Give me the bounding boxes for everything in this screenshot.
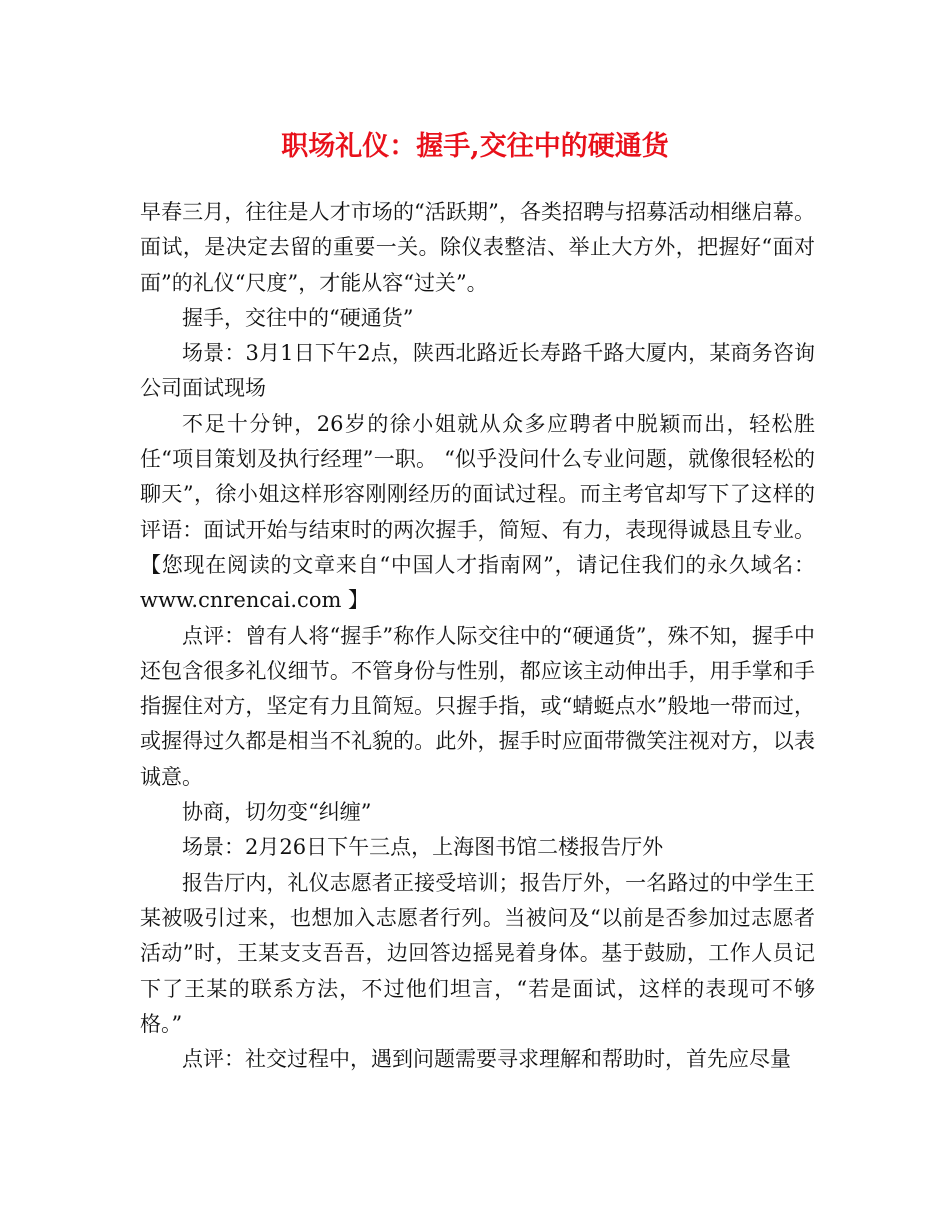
section-heading-negotiation: 协商，切勿变“纠缠” <box>182 800 372 825</box>
paragraph-intro: 早春三月，往往是人才市场的“活跃期”，各类招聘与招募活动相继启幕。面试，是决定去留的重要一关。除仪表整洁、举止大方外，把握好“面对面”的礼仪“尺度”，才能从容“过关”。 <box>140 200 815 295</box>
section-heading-handshake: 握手，交往中的“硬通货” <box>182 305 414 330</box>
paragraph-comment-1: 点评：曾有人将“握手”称作人际交往中的“硬通货”，殊不知，握手中还包含很多礼仪细节。不管身份与性别，都应该主动伸出手，用手掌和手指握住对方，坚定有力且简短。只握手指，或“蜻蜓点水”般地一带而过，或握得过久都是相当不礼貌的。此外，握手时应面带微笑注视对方，以表诚意。 <box>140 623 815 789</box>
paragraph-story-2: 报告厅内，礼仪志愿者正接受培训；报告厅外，一名路过的中学生王某被吸引过来，也想加入志愿者行列。当被问及“以前是否参加过志愿者活动”时，王某支支吾吾，边回答边摇晃着身体。基于鼓励，工作人员记下了王某的联系方法，不过他们坦言，“若是面试，这样的表现可不够格。” <box>140 870 815 1036</box>
paragraph-scene-1: 场景：3月1日下午2点，陕西北路近长寿路千路大厦内，某商务咨询公司面试现场 <box>140 341 815 401</box>
document-title: 职场礼仪：握手,交往中的硬通货 <box>281 131 669 162</box>
paragraph-comment-2: 点评：社交过程中，遇到问题需要寻求理解和帮助时，首先应尽量 <box>182 1047 791 1072</box>
paragraph-scene-2: 场景：2月26日下午三点，上海图书馆二楼报告厅外 <box>182 835 664 860</box>
document-body <box>140 195 815 1077</box>
paragraph-story-1: 不足十分钟，26岁的徐小姐就从众多应聘者中脱颖而出，轻松胜任“项目策划及执行经理”一职。 “似乎没问什么专业问题，就像很轻松的聊天”，徐小姐这样形容刚刚经历的面试过程。而主考官却写下了这样的评语：面试开始与结束时的两次握手，简短、有力，表现得诚恳且专业。【您现在阅读的文章来自“中国人才指南网”，请记住我们的永久域名：www.cnrencai.com 】 <box>140 411 815 613</box>
